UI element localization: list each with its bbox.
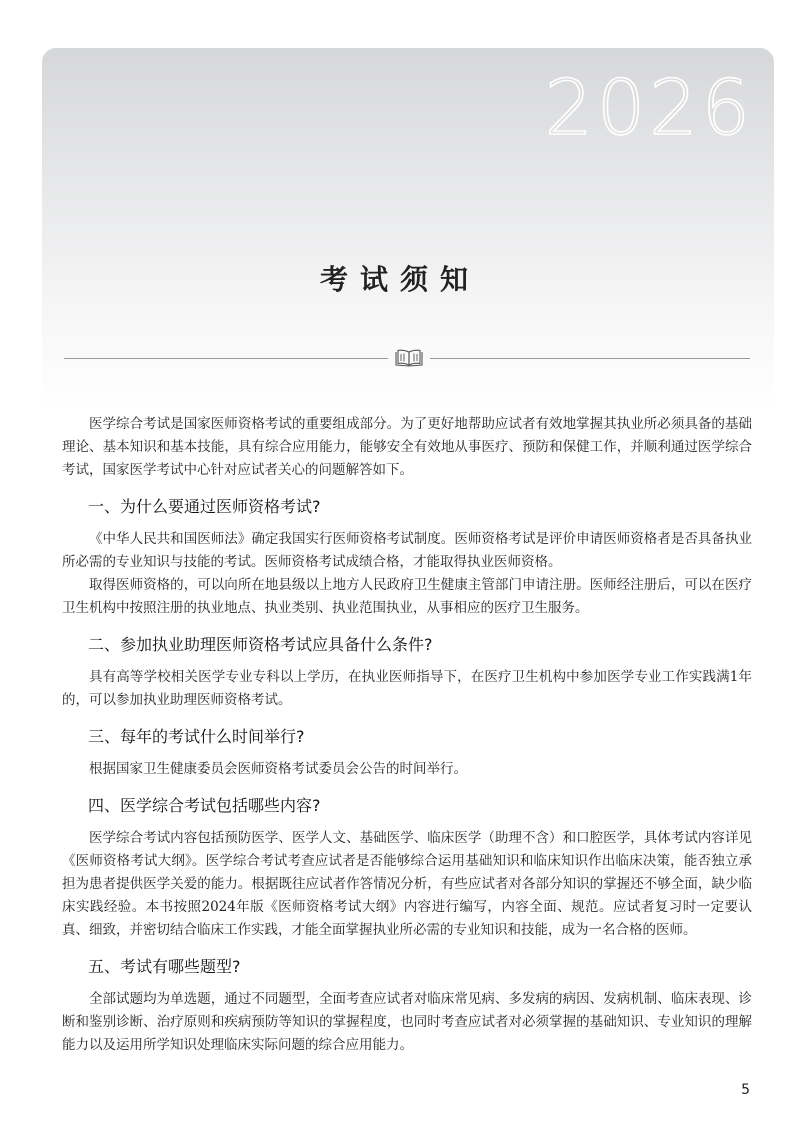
section-1-paragraph-2: 取得医师资格的，可以向所在地县级以上地方人民政府卫生健康主管部门申请注册。医师经注册后，可以在医疗卫生机构中按照注册的执业地点、执业类别、执业范围执业，从事相应的医疗卫生服务。: [62, 577, 752, 616]
page-title: 考试须知: [319, 263, 480, 296]
book-icon: [393, 348, 425, 368]
section-2-heading: 二、参加执业助理医师资格考试应具备什么条件?: [88, 635, 433, 654]
section-3-heading: 三、每年的考试什么时间举行?: [88, 727, 305, 746]
section-2-paragraph-1: 具有高等学校相关医学专业专科以上学历，在执业医师指导下，在医疗卫生机构中参加医学专业工作实践满1年的，可以参加执业助理医师资格考试。: [62, 669, 752, 708]
page-number: 5: [741, 1082, 750, 1098]
divider-left: [64, 358, 388, 359]
section-4-paragraph-1: 医学综合考试内容包括预防医学、医学人文、基础医学、临床医学（助理不含）和口腔医学，具体考试内容详见《医师资格考试大纲》。医学综合考试考查应试者是否能够综合运用基础知识和临床知识作出临床决策，能否独立承担为患者提供医学关爱的能力。根据既往应试者作答情况分析，有些应试者对各部分知识的掌握还不够全面，缺少临床实践经验。本书按照2024年版《医师资格考试大纲》内容进行编写，内容全面、规范。应试者复习时一定要认真、细致，并密切结合临床工作实践，才能全面掌握执业所必需的专业知识和技能，成为一名合格的医师。: [62, 830, 752, 938]
section-4-heading: 四、医学综合考试包括哪些内容?: [88, 796, 321, 815]
section-5-heading: 五、考试有哪些题型?: [88, 957, 241, 976]
section-1-heading: 一、为什么要通过医师资格考试?: [88, 497, 321, 516]
section-5-paragraph-1: 全部试题均为单选题，通过不同题型，全面考查应试者对临床常见病、多发病的病因、发病机制、临床表现、诊断和鉴别诊断、治疗原则和疾病预防等知识的掌握程度，也同时考查应试者对必须掌握的基础知识、专业知识的理解能力以及运用所学知识处理临床实际问题的综合应用能力。: [62, 991, 752, 1053]
section-3-paragraph-1: 根据国家卫生健康委员会医师资格考试委员会公告的时间举行。: [89, 761, 467, 777]
divider-right: [430, 358, 750, 359]
year-watermark: 2026: [544, 63, 754, 152]
content-body: [62, 413, 752, 1057]
section-1-paragraph-1: 《中华人民共和国医师法》确定我国实行医师资格考试制度。医师资格考试是评价申请医师资格者是否具备执业所必需的专业知识与技能的考试。医师资格考试成绩合格，才能取得执业医师资格。: [62, 531, 752, 570]
intro-paragraph: 医学综合考试是国家医师资格考试的重要组成部分。为了更好地帮助应试者有效地掌握其执业所必须具备的基础理论、基本知识和基本技能，具有综合应用能力，能够安全有效地从事医疗、预防和保健工作，并顺利通过医学综合考试，国家医学考试中心针对应试者关心的问题解答如下。: [62, 416, 752, 478]
